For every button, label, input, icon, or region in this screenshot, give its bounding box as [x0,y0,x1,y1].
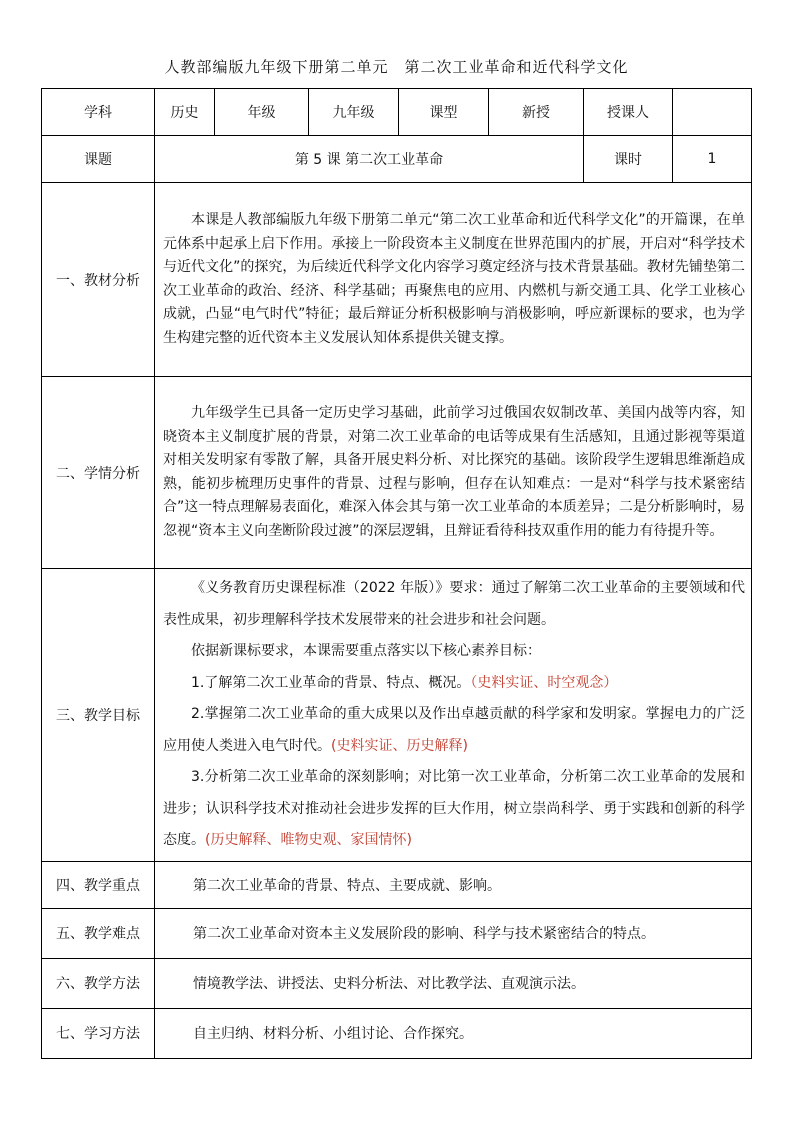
key-points-text: 第二次工业革命的背景、特点、主要成就、影响。 [155,861,752,908]
topic-label: 课题 [42,136,155,183]
difficulties-row [42,908,752,958]
goal-1-text: 1.了解第二次工业革命的背景、特点、概况。 [191,674,471,691]
goal-3-literacy-tag: (历史解释、唯物史观、家国情怀) [205,832,412,848]
goal-2-literacy-tag: (史料实证、历史解释) [331,737,468,754]
goals-intro-text: 依据新课标要求，本课需要重点落实以下核心素养目标： [191,643,541,659]
key-points-row [42,861,752,908]
teaching-methods-text: 情境教学法、讲授法、史料分析法、对比教学法、直观演示法。 [155,958,752,1008]
goal-item-2 [163,699,745,762]
teaching-goals-label: 三、教学目标 [42,569,155,862]
textbook-analysis-cell [155,183,752,377]
learning-methods-text: 自主归纳、材料分析、小组讨论、合作探究。 [155,1008,752,1058]
header-row [42,89,752,136]
grade-label: 年级 [215,89,309,136]
learning-methods-label: 七、学习方法 [42,1008,155,1058]
subject-label: 学科 [42,89,155,136]
document-title: 人教部编版九年级下册第二单元 第二次工业革命和近代科学文化 [164,58,629,76]
goal-item-3 [163,762,745,857]
teaching-goals-row [42,569,752,862]
key-points-label: 四、教学重点 [42,861,155,908]
goal-1-literacy-tag: （史料实证、时空观念） [470,674,618,691]
lesson-row [42,136,752,183]
textbook-analysis-text: 本课是人教部编版九年级下册第二单元“第二次工业革命和近代科学文化”的开篇课，在单元体系中起承上启下作用。承接上一阶段资本主义制度在世界范围内的扩展，开启对“科学技术与近代文化”的探究，为后续近代科学文化内容学习奠定经济与技术背景基础。教材先铺垫第二次工业革命的政治、经济、科学基础；再聚焦电的应用、内燃机与新交通工具、化学工业核心成就，凸显“电气时代”特征；最后辩证分析积极影响与消极影响，呼应新课标的要求，也为学生构建完整的近代资本主义发展认知体系提供关键支撑。 [163,212,745,346]
student-analysis-text: 九年级学生已具备一定历史学习基础，此前学习过俄国农奴制改革、美国内战等内容，知晓资本主义制度扩展的背景，对第二次工业革命的电话等成果有生活感知，且通过影视等渠道对相关发明家有零散了解，具备开展史料分析、对比探究的基础。该阶段学生逻辑思维渐趋成熟，能初步梳理历史事件的背景、过程与影响，但存在认知难点：一是对“科学与技术紧密结合”这一特点理解易表面化，难深入体会其与第一次工业革命的本质差异；二是分析影响时，易忽视“资本主义向垄断阶段过渡”的深层逻辑，且辩证看待科技双重作用的能力有待提升等。 [163,405,745,539]
goal-2-text: 2.掌握第二次工业革命的重大成果以及作出卓越贡献的科学家和发明家。掌握电力的广泛应用使人类进入电气时代。 [163,706,745,754]
topic-value: 第 5 课 第二次工业革命 [155,136,584,183]
subject-value: 历史 [155,89,215,136]
lesson-type-value: 新授 [489,89,584,136]
goal-3-text: 3.分析第二次工业革命的深刻影响；对比第一次工业革命，分析第二次工业革命的发展和进步；认识科学技术对推动社会进步发挥的巨大作用，树立崇尚科学、勇于实践和创新的科学态度。 [163,769,745,848]
textbook-analysis-label: 一、教材分析 [42,183,155,377]
hours-value: 1 [673,136,752,183]
grade-value: 九年级 [309,89,399,136]
student-analysis-row [42,377,752,569]
student-analysis-label: 二、学情分析 [42,377,155,569]
curriculum-standard-text: 《义务教育历史课程标准（2022 年版）》要求：通过了解第二次工业革命的主要领域和代表性成果，初步理解科学技术发展带来的社会进步和社会问题。 [163,580,745,628]
difficulties-text: 第二次工业革命对资本主义发展阶段的影响、科学与技术紧密结合的特点。 [155,908,752,958]
student-analysis-cell [155,377,752,569]
teaching-methods-label: 六、教学方法 [42,958,155,1008]
textbook-analysis-row [42,183,752,377]
goal-item-1 [163,668,745,700]
hours-label: 课时 [584,136,673,183]
teacher-value [673,89,752,136]
teaching-goals-cell [155,569,752,862]
teaching-methods-row [42,958,752,1008]
learning-methods-row [42,1008,752,1058]
teacher-label: 授课人 [584,89,673,136]
lesson-type-label: 课型 [399,89,489,136]
difficulties-label: 五、教学难点 [42,908,155,958]
lesson-plan-table [41,88,752,1059]
